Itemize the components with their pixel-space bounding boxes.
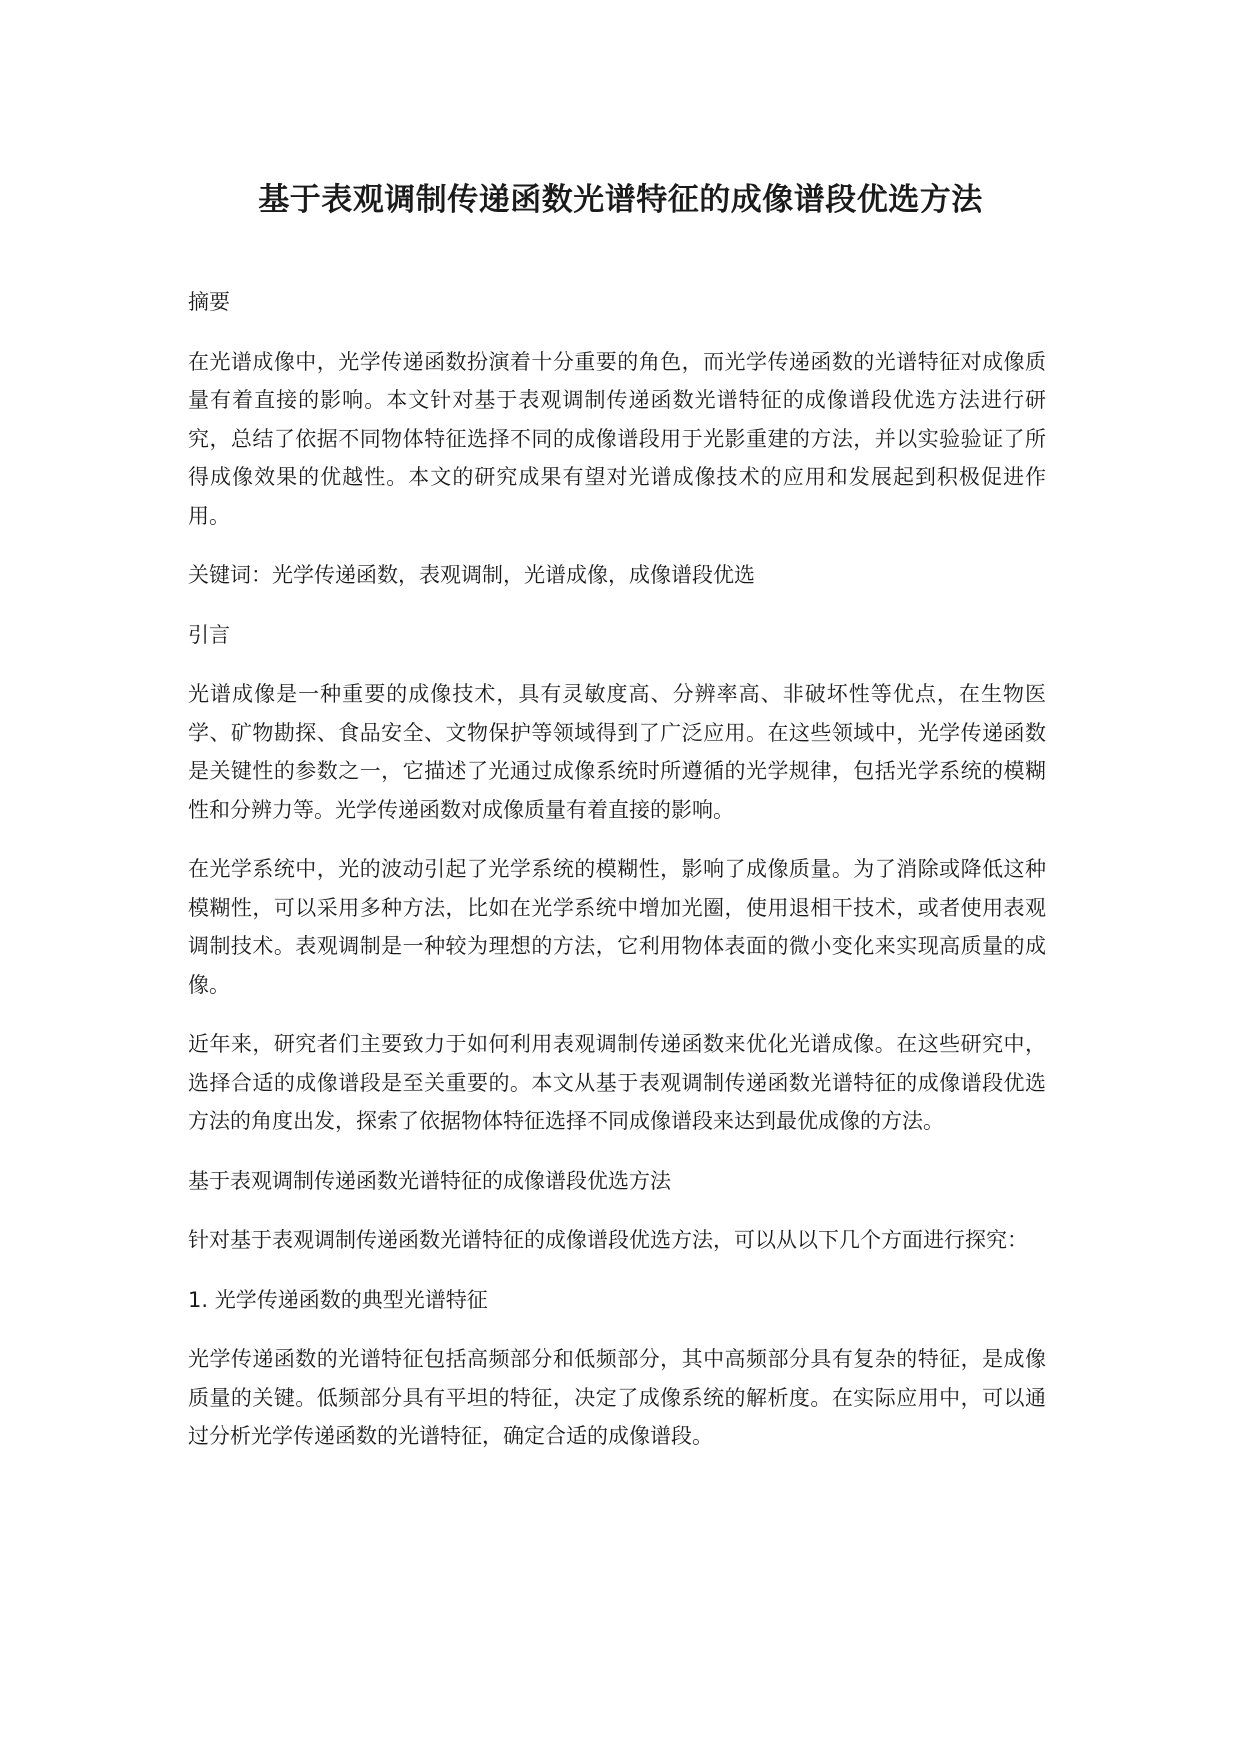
abstract-paragraph: 在光谱成像中，光学传递函数扮演着十分重要的角色，而光学传递函数的光谱特征对成像质量有着直接的影响。本文针对基于表观调制传递函数光谱特征的成像谱段优选方法进行研究，总结了依据不同物体特征选择不同的成像谱段用于光影重建的方法，并以实验验证了所得成像效果的优越性。本文的研究成果有望对光谱成像技术的应用和发展起到积极促进作用。 [188, 349, 1046, 528]
body-paragraph: 针对基于表观调制传递函数光谱特征的成像谱段优选方法，可以从以下几个方面进行探究： [188, 1228, 1028, 1252]
section-heading: 基于表观调制传递函数光谱特征的成像谱段优选方法 [188, 1168, 671, 1193]
subsection-heading: 1. 光学传递函数的典型光谱特征 [188, 1287, 488, 1312]
body-paragraph: 光谱成像是一种重要的成像技术，具有灵敏度高、分辨率高、非破坏性等优点，在生物医学、矿物勘探、食品安全、文物保护等领域得到了广泛应用。在这些领域中，光学传递函数是关键性的参数之一，它描述了光通过成像系统时所遵循的光学规律，包括光学系统的模糊性和分辨力等。光学传递函数对成像质量有着直接的影响。 [188, 682, 1046, 822]
abstract-heading: 摘要 [188, 290, 230, 314]
body-paragraph: 光学传递函数的光谱特征包括高频部分和低频部分，其中高频部分具有复杂的特征，是成像质量的关键。低频部分具有平坦的特征，决定了成像系统的解析度。在实际应用中，可以通过分析光学传递函数的光谱特征，确定合适的成像谱段。 [188, 1347, 1046, 1448]
keywords-line: 关键词：光学传递函数，表观调制，光谱成像，成像谱段优选 [188, 563, 755, 587]
introduction-heading: 引言 [188, 622, 230, 647]
document-body [188, 283, 1046, 1456]
body-paragraph: 在光学系统中，光的波动引起了光学系统的模糊性，影响了成像质量。为了消除或降低这种模糊性，可以采用多种方法，比如在光学系统中增加光圈，使用退相干技术，或者使用表观调制技术。表观调制是一种较为理想的方法，它利用物体表面的微小变化来实现高质量的成像。 [188, 857, 1046, 997]
body-paragraph: 近年来，研究者们主要致力于如何利用表观调制传递函数来优化光谱成像。在这些研究中，选择合适的成像谱段是至关重要的。本文从基于表观调制传递函数光谱特征的成像谱段优选方法的角度出发，探索了依据物体特征选择不同成像谱段来达到最优成像的方法。 [188, 1032, 1046, 1133]
document-title: 基于表观调制传递函数光谱特征的成像谱段优选方法 [258, 182, 983, 218]
